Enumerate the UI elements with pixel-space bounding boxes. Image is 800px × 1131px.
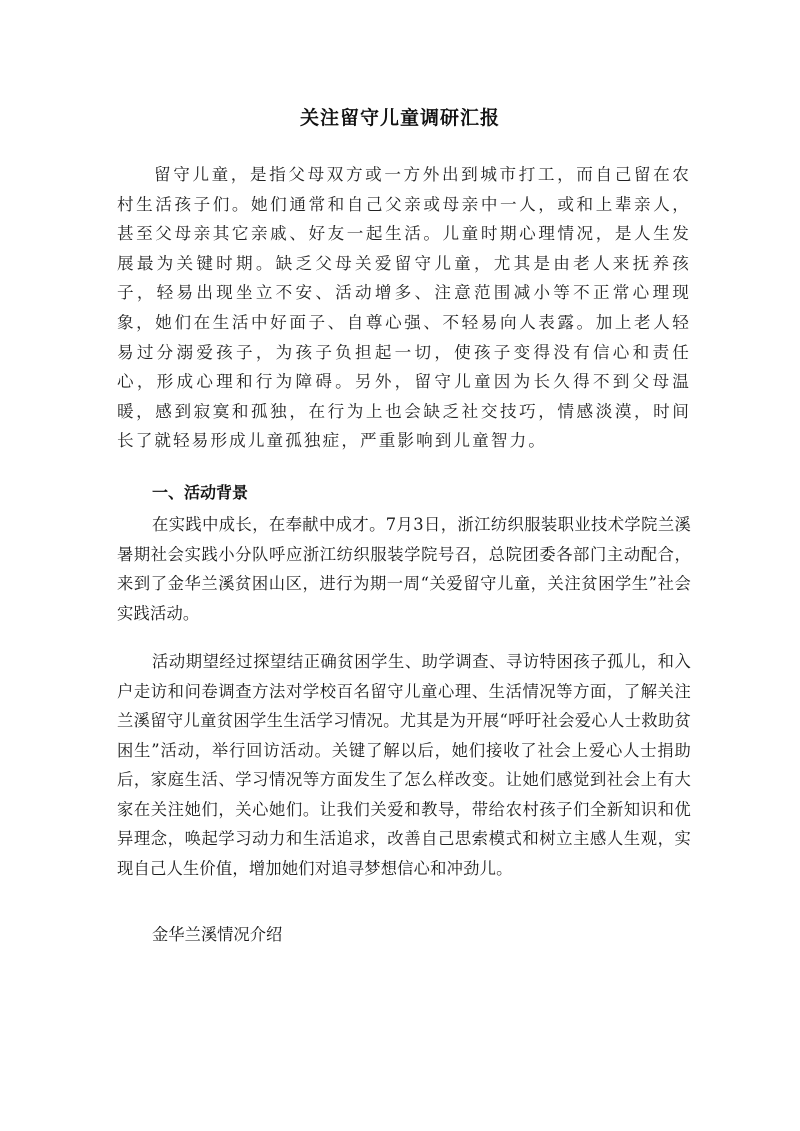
intro-paragraph: 留守儿童，是指父母双方或一方外出到城市打工，而自己留在农村生活孩子们。她们通常和自己父亲或母亲中一人，或和上辈亲人，甚至父母亲其它亲戚、好友一起生活。儿童时期心理情况，是人生发展最为关键时期。缺乏父母关爱留守儿童，尤其是由老人来抚养孩子，轻易出现坐立不安、活动增多、注意范围减小等不正常心理现象，她们在生活中好面子、自尊心强、不轻易向人表露。加上老人轻易过分溺爱孩子，为孩子负担起一切，使孩子变得没有信心和责任心，形成心理和行为障碍。另外，留守儿童因为长久得不到父母温暖，感到寂寞和孤独，在行为上也会缺乏社交技巧，情感淡漠，时间长了就轻易形成儿童孤独症，严重影响到儿童智力。 <box>117 165 691 451</box>
section-heading-background: 一、活动背景 <box>152 483 249 502</box>
background-paragraph-2: 活动期望经过探望结正确贫困学生、助学调查、寻访特困孩子孤儿，和入户走访和问卷调查方法对学校百名留守儿童心理、生活情况等方面，了解关注兰溪留守儿童贫困学生生活学习情况。尤其是为开展“呼吁社会爱心人士救助贫困生”活动，举行回访活动。关键了解以后，她们接收了社会上爱心人士捐助后，家庭生活、学习情况等方面发生了怎么样改变。让她们感觉到社会上有大家在关注她们，关心她们。让我们关爱和教导，带给农村孩子们全新知识和优异理念，唤起学习动力和生活追求，改善自己思索模式和树立主感人生观，实现自己人生价值，增加她们对追寻梦想信心和冲劲儿。 <box>117 652 691 878</box>
document-title: 关注留守儿童调研汇报 <box>299 107 500 129</box>
background-paragraph-1: 在实践中成长，在奉献中成才。7月3日，浙江纺织服装职业技术学院兰溪暑期社会实践小分队呼应浙江纺织服装学院号召，总院团委各部门主动配合，来到了金华兰溪贫困山区，进行为期一周“关爱留守儿童，关注贫困学生”社会实践活动。 <box>117 515 691 623</box>
subheading-jinhua-lanxi: 金华兰溪情况介绍 <box>152 925 283 944</box>
